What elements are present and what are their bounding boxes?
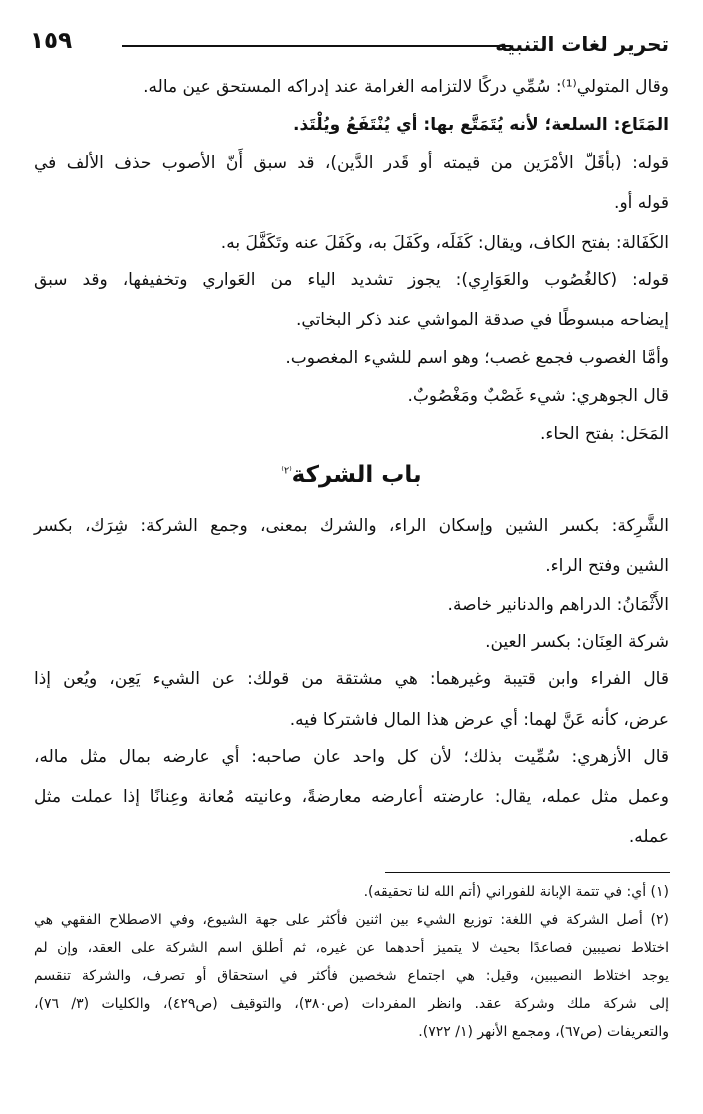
footnote-line: يوجد اختلاط النصيبين، وقيل: هي اجتماع شخصين فأكثر في استحقاق أو تصرف، والشركة تنقسم [34,968,669,984]
section-line: قال الأزهري: سُمِّيت بذلك؛ لأن كل واحد عان صاحبه: أي عارضه بمال مثل ماله، [34,747,669,767]
section-heading-text: باب الشركة [291,462,422,488]
footnote-line: (١) أي: في تتمة الإبانة للفوراني (أتم الله لنا تحقيقه). [363,884,669,900]
section-line: عمله. [628,827,669,847]
body-line: وقال المتولي⁽¹⁾: سُمِّي دركًا لالتزامه الغرامة عند إدراكه المستحق عين ماله. [143,77,669,97]
section-line: الشَّرِكة: بكسر الشين وإسكان الراء، والشرك بمعنى، وجمع الشركة: شِرَك، بكسر [34,516,669,536]
page-number: ١٥٩ [30,28,73,54]
body-line: قوله: (بأقَلّ الأمْرَين من قيمته أو قَدر الدَّين)، قد سبق أَنّ الأصوب حذف الألف في [34,153,669,173]
body-line: إيضاحه مبسوطًا في صدقة المواشي عند ذكر البخاتي. [296,310,669,330]
footnote-separator [385,872,670,873]
section-line: وعمل مثل عمله، يقال: عارضته أعارضه معارضةً، وعانيته مُعانة وعِنانًا إذا عملت مثل [34,787,669,807]
section-line: قال الفراء وابن قتيبة وغيرهما: هي مشتقة من قولك: عن الشيء يَعِن، ويُعن إذا [34,669,669,689]
running-header [30,28,669,62]
footnote-line: (٢) أصل الشركة في اللغة: توزيع الشيء بين اثنين فأكثر على جهة الشيوع، وفي الاصطلاح الفقهي هي [34,912,669,928]
footnote-line: والتعريفات (ص٦٧)، ومجمع الأنهر (١/ ٧٢٢). [418,1024,669,1040]
footnote-line: إلى شركة ملك وشركة عقد. وانظر المفردات (ص٣٨٠)، والتوقيف (ص٤٢٩)، والكليات (٣/ ٧٦)، [34,996,669,1012]
body-line: قوله: (كالغُصُوب والعَوَارِي): يجوز تشديد الياء من العَواري وتخفيفها، وقد سبق [34,270,669,290]
body-line: قوله أو. [614,193,669,213]
footnote-line: اختلاط نصيبين فصاعدًا بحيث لا يتميز أحدهما عن غيره، ثم أطلق اسم الشركة على العقد، وإن لم [34,940,669,956]
section-heading [0,462,703,488]
body-line: وأمَّا الغصوب فجمع غصب؛ وهو اسم للشيء المغصوب. [285,348,669,368]
body-line: المَتَاع: السلعة؛ لأنه يُتَمَتَّع بها: أي يُنْتَفَعُ ويُلْتَذ. [293,115,669,135]
header-rule [122,45,511,47]
section-line: الأَثْمَانُ: الدراهم والدنانير خاصة. [447,595,669,615]
body-line: قال الجوهري: شيء غَصْبٌ ومَغْصُوبٌ. [407,386,669,406]
body-line: الكَفَالة: بفتح الكاف، ويقال: كَفَلَه، وكَفَلَ به، وكَفَلَ عنه وتَكَفَّلَ به. [220,233,669,253]
section-line: الشين وفتح الراء. [545,556,669,576]
footnote-marker: ⁽٢⁾ [281,465,292,477]
section-line: شركة العِنَان: بكسر العين. [485,632,669,652]
running-title: تحرير لغات التنبيه [495,32,669,56]
section-line: عرض، كأنه عَنَّ لهما: أي عرض هذا المال فاشتركا فيه. [289,710,669,730]
body-line: المَحَل: بفتح الحاء. [539,424,669,444]
